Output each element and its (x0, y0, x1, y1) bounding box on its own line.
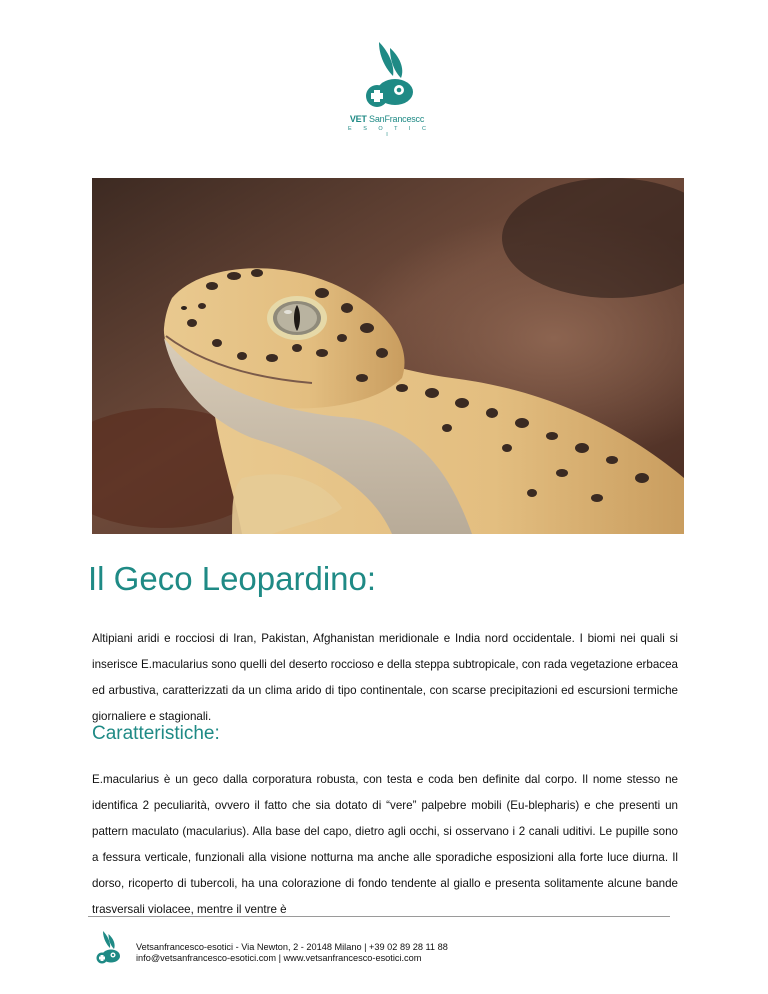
leopard-gecko-photo (92, 178, 684, 534)
intro-paragraph: Altipiani aridi e rocciosi di Iran, Pakistan, Afghanistan meridionale e India nord occidentale. I biomi nei quali si inserisce E.macularius sono quelli del deserto roccioso e della steppa subtropicale, con rada vegetazione erbacea ed arbustiva, caratterizzati da un clima arido di tipo continentale, con scarse precipitazioni ed escursioni termiche giornaliere e stagionali. (92, 632, 678, 723)
footer-contact (136, 942, 448, 964)
brand-logo (342, 40, 432, 138)
page-title: Il Geco Leopardino: (88, 560, 377, 597)
footer-divider (88, 916, 670, 917)
footer-links[interactable]: info@vetsanfrancesco-esotici.com | www.vetsanfrancesco-esotici.com (136, 953, 422, 963)
section-paragraph: E.macularius è un geco dalla corporatura robusta, con testa e coda ben definite dal corpo. Il nome stesso ne identifica 2 peculiarità, ovvero il fatto che sia dotato di “vere” palpebre mobili (Eu-blepharis) e che presenti un pattern maculato (macularius). Alla base del capo, dietro agli occhi, si osservano i 2 canali uditivi. Le pupille sono a fessura verticale, funzionali alla visione notturna ma anche alle sporadiche esposizioni alla forte luce diurna. Il dorso, ricoperto di tubercoli, ha una colorazione di fondo tendente al giallo e presenta solitamente alcune bande trasversali violacee, mentre il ventre è (92, 773, 678, 916)
logo-subtitle: E S O T I C I (348, 126, 431, 138)
footer-address: Vetsanfrancesco-esotici - Via Newton, 2 - 20148 Milano | +39 02 89 28 11 88 (136, 942, 448, 952)
logo-brand-name: VET SanFrancescc (349, 114, 425, 124)
rabbit-logo-icon (357, 40, 417, 112)
rabbit-footer-icon (92, 930, 122, 971)
section-heading: Caratteristiche: (92, 723, 220, 744)
